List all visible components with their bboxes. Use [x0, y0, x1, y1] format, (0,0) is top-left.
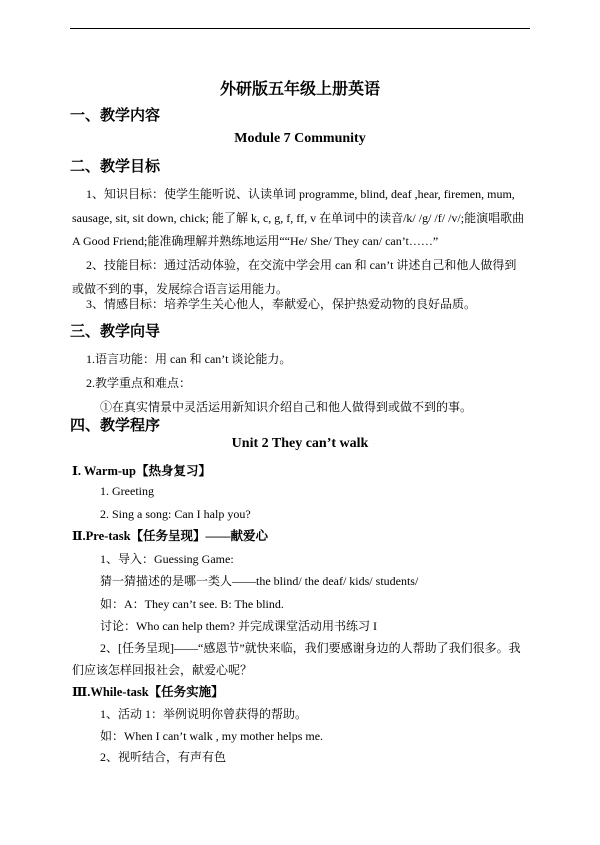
section-heading-objectives: 二、教学目标: [70, 157, 161, 175]
pretask-step-3-line1: 2、[任务呈现]——“感恩节”就快来临，我们要感谢身边的人帮助了我们很多。我: [100, 641, 521, 655]
document-title: 外研版五年级上册英语: [219, 79, 380, 98]
pretask-step-3-line2: 们应该怎样回报社会，献爱心呢？: [72, 663, 253, 677]
warmup-step-1: 1. Greeting: [100, 484, 154, 498]
unit-title: Unit 2 They can’t walk: [231, 436, 369, 451]
section-heading-guide: 三、教学向导: [70, 322, 161, 340]
whiletask-activity-1: 1、活动 1：举例说明你曾获得的帮助。: [100, 707, 308, 721]
section-heading-content: 一、教学内容: [70, 106, 161, 124]
pretask-heading: Ⅱ.Pre-task【任务呈现】——献爱心: [72, 529, 269, 543]
objective-emotion: 3、情感目标：培养学生关心他人，奉献爱心，保护热爱动物的良好品质。: [86, 297, 477, 311]
objective-skills-line1: 2、技能目标：通过活动体验，在交流中学会用 can 和 can’t 讲述自己和他人做得到: [86, 258, 517, 272]
pretask-discussion: 讨论：Who can help them? 并完成课堂活动用书练习 I: [100, 619, 377, 633]
section-heading-procedure: 四、教学程序: [70, 416, 161, 434]
pretask-example: 如：A：They can’t see. B: The blind.: [100, 597, 284, 611]
header-rule: [70, 28, 530, 29]
objective-skills-line2: 或做不到的事，发展综合语言运用能力。: [72, 282, 289, 296]
pretask-step-2: 猜一猜描述的是哪一类人——the blind/ the deaf/ kids/ students/: [100, 574, 419, 588]
guide-key-points: 2.教学重点和难点：: [86, 376, 192, 390]
objective-knowledge-line3: A Good Friend;能准确理解并熟练地运用““He/ She/ They can/ can’t……”: [72, 234, 439, 248]
warmup-step-2: 2. Sing a song: Can I halp you?: [100, 507, 251, 521]
guide-language-function: 1.语言功能：用 can 和 can’t 谈论能力。: [86, 352, 292, 366]
warmup-heading: Ⅰ. Warm-up【热身复习】: [72, 464, 211, 478]
objective-knowledge-line1: 1、知识目标：使学生能听说、认读单词 programme, blind, deaf ,hear, firemen, mum,: [86, 187, 515, 201]
whiletask-example: 如：When I can’t walk , my mother helps me.: [100, 729, 324, 743]
guide-key-point-1: ①在真实情景中灵活运用新知识介绍自己和他人做得到或做不到的事。: [100, 400, 473, 414]
whiletask-heading: Ⅲ.While-task【任务实施】: [72, 685, 224, 699]
pretask-step-1: 1、导入：Guessing Game:: [100, 552, 234, 566]
whiletask-activity-2: 2、视听结合，有声有色: [100, 750, 227, 764]
module-title: Module 7 Community: [234, 131, 366, 146]
objective-knowledge-line2: sausage, sit, sit down, chick; 能了解 k, c, g, f, ff, v 在单词中的读音/k/ /g/ /f/ /v/;能演唱歌曲: [72, 211, 525, 225]
